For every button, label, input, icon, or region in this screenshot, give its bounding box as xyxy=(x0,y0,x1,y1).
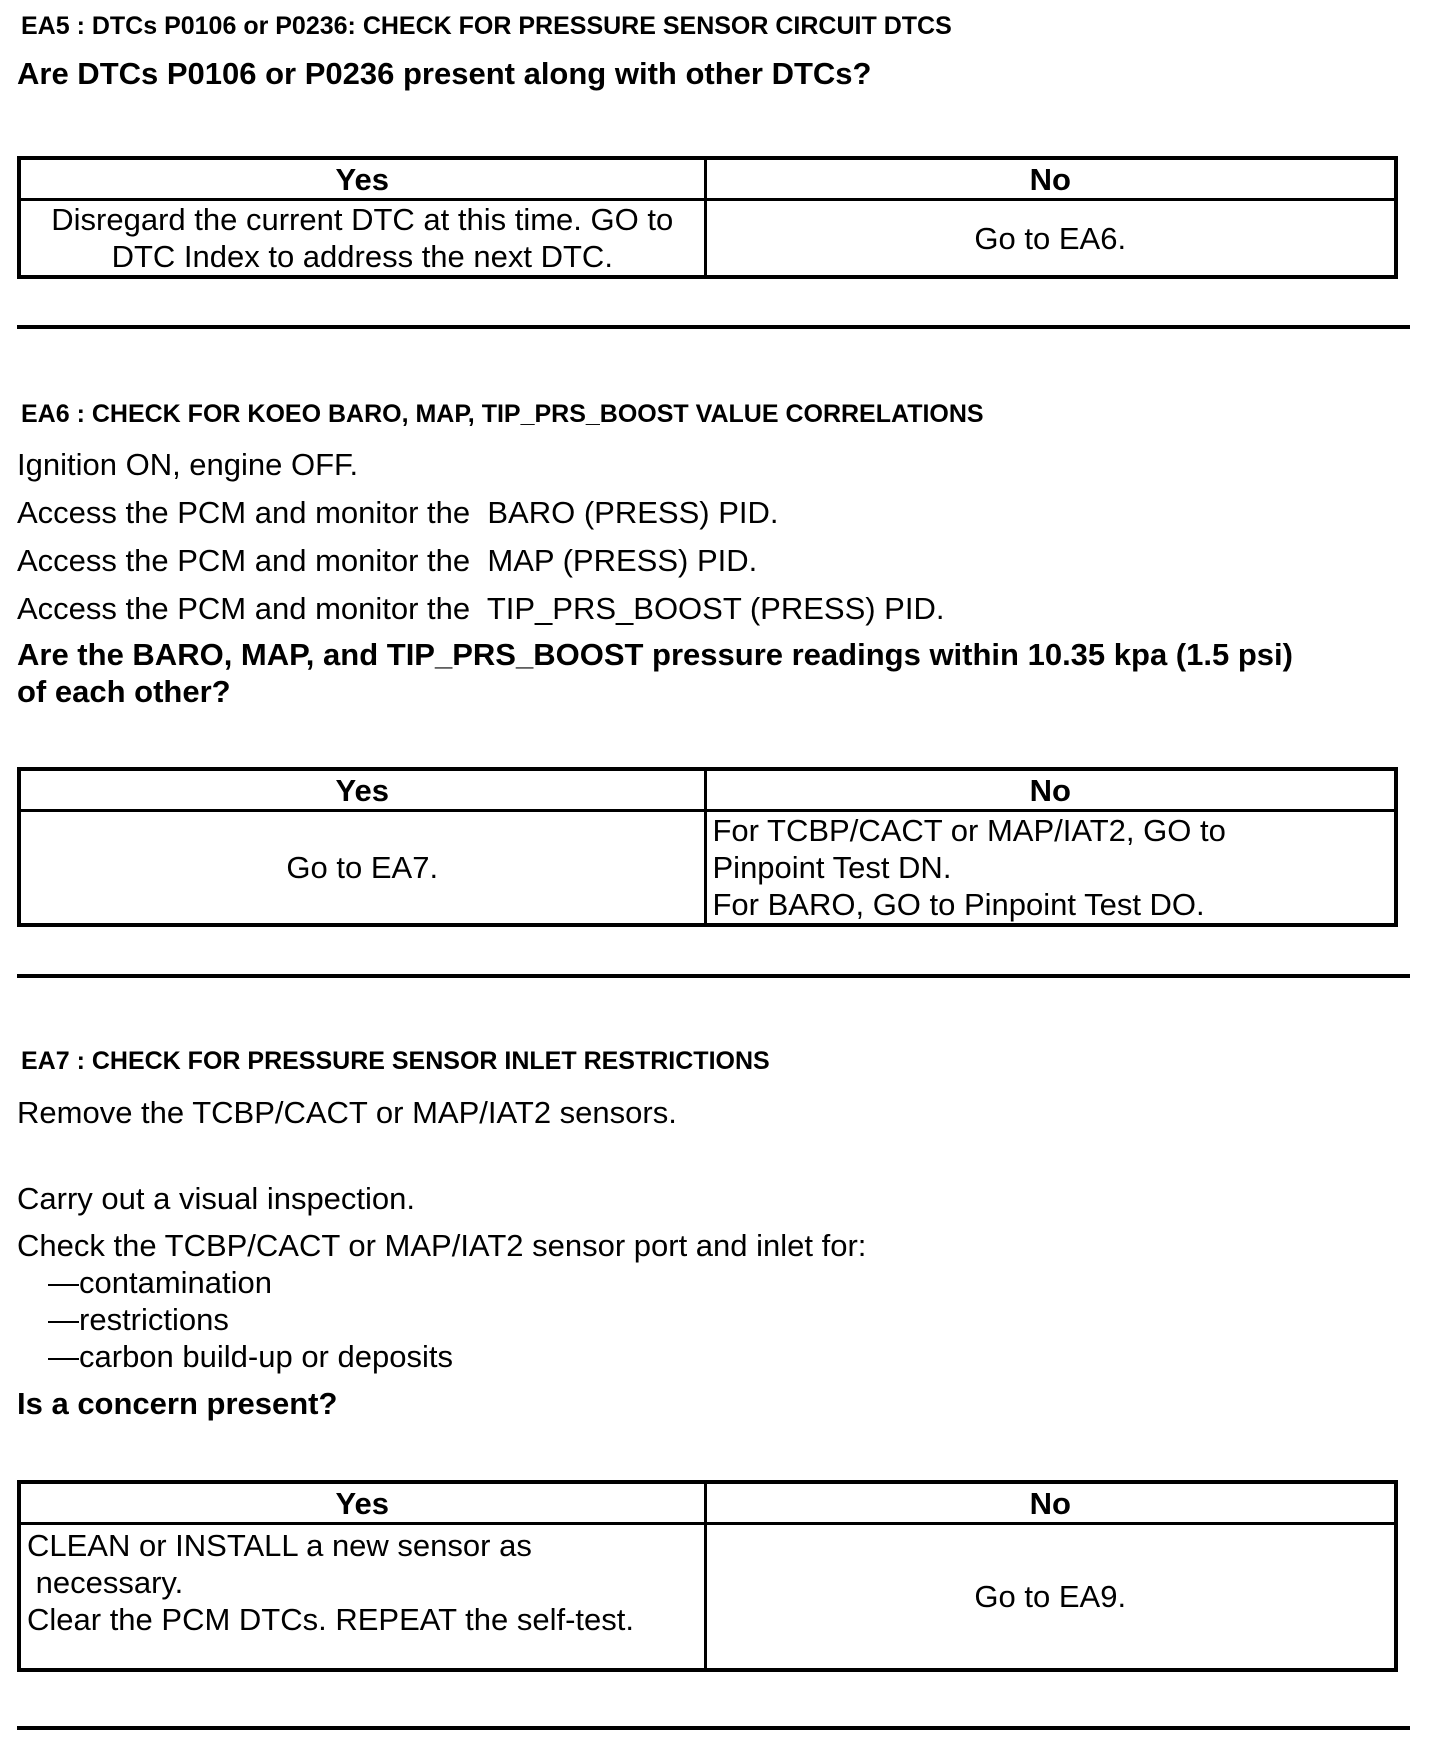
ea7-question: Is a concern present? xyxy=(17,1386,338,1421)
table-row xyxy=(19,811,1396,926)
yes-line: Go to EA7. xyxy=(286,850,439,885)
table-header-row xyxy=(19,1482,1396,1524)
step-line: Ignition ON, engine OFF. xyxy=(17,447,359,482)
yes-header: Yes xyxy=(19,769,705,811)
yes-cell xyxy=(19,811,705,926)
step-line: Carry out a visual inspection. xyxy=(17,1181,416,1216)
section-divider xyxy=(17,1726,1410,1730)
section-divider xyxy=(17,974,1410,978)
ea5-decision-table xyxy=(17,156,1398,279)
step-line: Access the PCM and monitor the TIP_PRS_BOOST (PRESS) PID. xyxy=(17,591,945,626)
step-line: Access the PCM and monitor the BARO (PRESS) PID. xyxy=(17,495,779,530)
yes-line: CLEAN or INSTALL a new sensor as xyxy=(27,1528,532,1563)
no-cell xyxy=(705,811,1396,926)
ea6-decision-table xyxy=(17,767,1398,927)
no-header: No xyxy=(705,769,1396,811)
table-header-row xyxy=(19,769,1396,811)
no-line: Go to EA9. xyxy=(974,1578,1127,1614)
yes-cell xyxy=(19,1524,705,1670)
ea5-question: Are DTCs P0106 or P0236 present along with other DTCs? xyxy=(17,56,872,91)
yes-line: necessary. xyxy=(27,1565,184,1600)
no-line: For TCBP/CACT or MAP/IAT2, GO to xyxy=(712,813,1226,848)
yes-line: DTC Index to address the next DTC. xyxy=(111,239,613,274)
no-line: For BARO, GO to Pinpoint Test DO. xyxy=(712,887,1205,922)
step-line: Check the TCBP/CACT or MAP/IAT2 sensor port and inlet for: xyxy=(17,1228,867,1263)
check-list-item: —restrictions xyxy=(48,1302,229,1337)
table-row xyxy=(19,1524,1396,1670)
step-line: Remove the TCBP/CACT or MAP/IAT2 sensors. xyxy=(17,1095,677,1130)
ea7-decision-table xyxy=(17,1480,1398,1672)
ea6-question-line: of each other? xyxy=(17,674,231,709)
no-header: No xyxy=(705,158,1396,200)
ea5-heading: EA5 : DTCs P0106 or P0236: CHECK FOR PRESSURE SENSOR CIRCUIT DTCS xyxy=(21,12,952,40)
no-line: Go to EA6. xyxy=(974,220,1127,256)
table-header-row xyxy=(19,158,1396,200)
check-list-item: —carbon build-up or deposits xyxy=(48,1339,453,1374)
yes-line: Clear the PCM DTCs. REPEAT the self-test. xyxy=(27,1602,634,1637)
no-line: Pinpoint Test DN. xyxy=(712,850,952,885)
check-list-item: —contamination xyxy=(48,1265,273,1300)
no-cell xyxy=(705,1524,1396,1670)
ea6-question-line: Are the BARO, MAP, and TIP_PRS_BOOST pressure readings within 10.35 kpa (1.5 psi) xyxy=(17,637,1293,672)
yes-header: Yes xyxy=(19,158,705,200)
step-line: Access the PCM and monitor the MAP (PRESS) PID. xyxy=(17,543,758,578)
ea6-heading: EA6 : CHECK FOR KOEO BARO, MAP, TIP_PRS_BOOST VALUE CORRELATIONS xyxy=(21,400,984,428)
yes-line: Disregard the current DTC at this time. GO to xyxy=(51,202,674,237)
yes-cell xyxy=(19,200,705,278)
section-divider xyxy=(17,325,1410,329)
ea7-heading: EA7 : CHECK FOR PRESSURE SENSOR INLET RESTRICTIONS xyxy=(21,1047,770,1075)
no-header: No xyxy=(705,1482,1396,1524)
table-row xyxy=(19,200,1396,278)
yes-header: Yes xyxy=(19,1482,705,1524)
no-cell xyxy=(705,200,1396,278)
